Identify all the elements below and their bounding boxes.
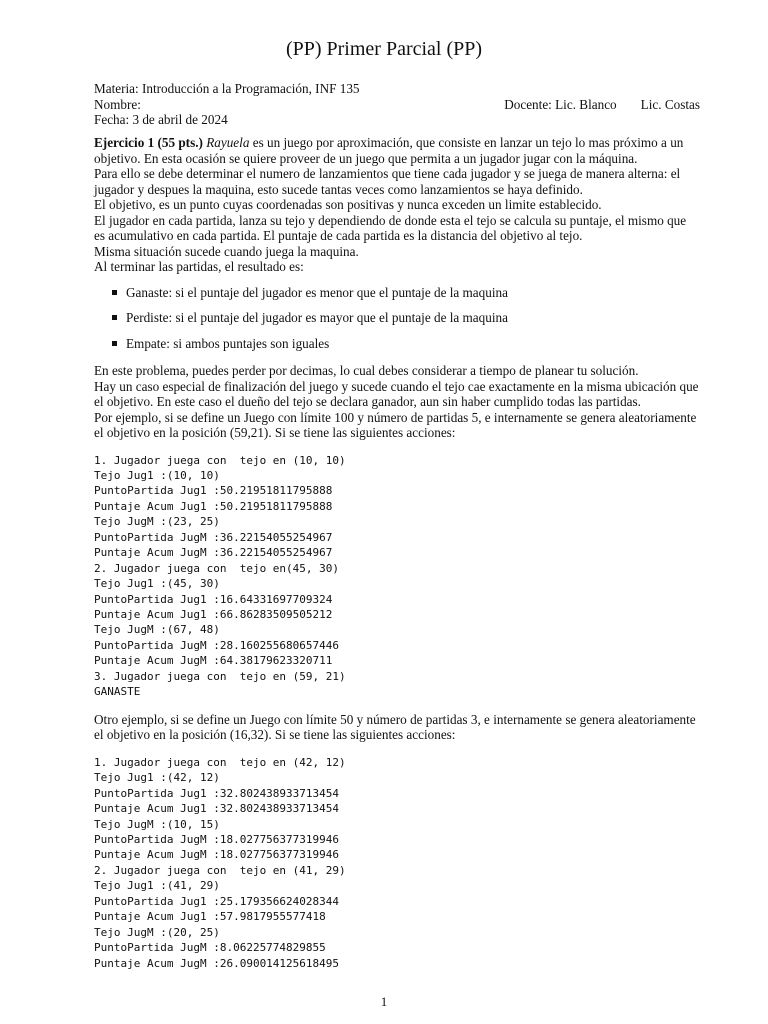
code-line: 2. Jugador juega con tejo en(45, 30) — [94, 561, 340, 575]
code-line: 3. Jugador juega con tejo en (59, 21) — [94, 669, 346, 683]
code-line: PuntoPartida JugM :28.160255680657446 — [94, 638, 340, 652]
intro-text-3: El objetivo, es un punto cuyas coordenadas son positivas y nunca exceden un limite establecido. — [94, 197, 602, 212]
list-item — [94, 285, 700, 301]
code-line: Tejo JugM :(20, 25) — [94, 925, 220, 939]
page-number: 1 — [380, 994, 388, 1009]
code-line: PuntoPartida Jug1 :50.21951811795888 — [94, 484, 333, 498]
code-line: Tejo JugM :(67, 48) — [94, 623, 220, 637]
code-line: Puntaje Acum JugM :26.090014125618495 — [94, 956, 340, 970]
code-line: Tejo JugM :(10, 15) — [94, 817, 220, 831]
result-win: Ganaste: si el puntaje del jugador es menor que el puntaje de la maquina — [126, 284, 508, 300]
intro-text-2: Para ello se debe determinar el numero de lanzamientos que tiene cada jugador y se juega de manera alterna: el jugador y despues la maquina, esto sucede tantas veces como lanzamientos se haya definido. — [94, 166, 681, 197]
list-item — [94, 336, 700, 352]
code-line: PuntoPartida Jug1 :16.64331697709324 — [94, 592, 333, 606]
result-lose: Perdiste: si el puntaje del jugador es mayor que el puntaje de la maquina — [126, 310, 508, 325]
exam-date: Fecha: 3 de abril de 2024 — [94, 112, 228, 127]
teacher-1: Docente: Lic. Blanco — [504, 96, 617, 112]
intro-text-5: Misma situación sucede cuando juega la maquina. — [94, 243, 359, 259]
code-line: GANASTE — [94, 685, 141, 699]
code-line: Tejo Jug1 :(45, 30) — [94, 577, 220, 591]
middle-text-2: Hay un caso especial de finalización del juego y sucede cuando el tejo cae exactamente en la misma ubicación que el objetivo. En este caso el dueño del tejo se declara ganador, aun sin haber cumplido todas las partidas. — [94, 378, 699, 409]
name-teacher-row — [94, 97, 700, 113]
teachers — [504, 97, 700, 113]
code-line: Tejo Jug1 :(41, 29) — [94, 879, 220, 893]
bullet-icon — [112, 290, 117, 295]
intro-text-6: Al terminar las partidas, el resultado es: — [94, 259, 304, 274]
code-line: 2. Jugador juega con tejo en (41, 29) — [94, 863, 346, 877]
example-2-output — [94, 755, 700, 971]
code-line: Puntaje Acum Jug1 :32.802438933713454 — [94, 802, 340, 816]
code-line: Puntaje Acum JugM :36.22154055254967 — [94, 546, 333, 560]
code-line: Tejo JugM :(23, 25) — [94, 515, 220, 529]
middle-text-3: Por ejemplo, si se define un Juego con límite 100 y número de partidas 5, e internamente se genera aleatoriamente el objetivo en la posición (59,21). Si se tiene las siguientes acciones: — [94, 409, 697, 440]
code-line: Tejo Jug1 :(42, 12) — [94, 771, 220, 785]
subject-line: Materia: Introducción a la Programación, INF 135 — [94, 81, 360, 96]
intro-text-4: El jugador en cada partida, lanza su tejo y dependiendo de donde esta el tejo se calcula su puntaje, el mismo que es acumulativo en cada partida. El puntaje de cada partida es la distancia del objetivo al tejo. — [94, 212, 687, 243]
page-title: (PP) Primer Parcial (PP) — [285, 38, 483, 60]
code-line: PuntoPartida Jug1 :25.179356624028344 — [94, 894, 340, 908]
results-list — [94, 285, 700, 352]
result-draw: Empate: si ambos puntajes son iguales — [126, 335, 330, 351]
bullet-icon — [112, 341, 117, 346]
code-line: Puntaje Acum JugM :18.027756377319946 — [94, 848, 340, 862]
code-line: 1. Jugador juega con tejo en (10, 10) — [94, 453, 346, 467]
student-name-label: Nombre: — [94, 96, 141, 112]
intro-paragraph — [94, 135, 700, 166]
middle-text-1: En este problema, puedes perder por decimas, lo cual debes considerar a tiempo de planear tu solución. — [94, 363, 639, 378]
code-line: Puntaje Acum Jug1 :50.21951811795888 — [94, 499, 333, 513]
code-line: Puntaje Acum Jug1 :66.86283509505212 — [94, 608, 333, 622]
code-line: PuntoPartida JugM :36.22154055254967 — [94, 530, 333, 544]
code-line: PuntoPartida JugM :8.06225774829855 — [94, 941, 326, 955]
game-name: Rayuela — [206, 135, 250, 150]
example-1-output — [94, 453, 700, 700]
teacher-2: Lic. Costas — [640, 96, 700, 112]
second-example-intro: Otro ejemplo, si se define un Juego con límite 50 y número de partidas 3, e internamente se genera aleatoriamente el objetivo en la posición (16,32). Si se tiene las siguientes acciones: — [94, 711, 696, 743]
exercise-body — [94, 135, 700, 983]
code-line: 1. Jugador juega con tejo en (42, 12) — [94, 755, 346, 769]
code-line: Puntaje Acum Jug1 :57.9817955577418 — [94, 910, 326, 924]
code-line: Tejo Jug1 :(10, 10) — [94, 468, 220, 482]
exam-metadata — [94, 81, 700, 128]
bullet-icon — [112, 315, 117, 320]
code-line: PuntoPartida JugM :18.027756377319946 — [94, 833, 340, 847]
exercise-heading: Ejercicio 1 (55 pts.) — [94, 135, 203, 150]
list-item — [94, 310, 700, 326]
code-line: Puntaje Acum JugM :64.38179623320711 — [94, 654, 333, 668]
code-line: PuntoPartida Jug1 :32.802438933713454 — [94, 786, 340, 800]
intro-text-1: es un juego por aproximación, que consiste en lanzar un tejo lo mas próximo a un objetivo. En esta ocasión se quiere proveer de un juego que permita a un jugador jugar con la máquina. — [94, 135, 684, 166]
